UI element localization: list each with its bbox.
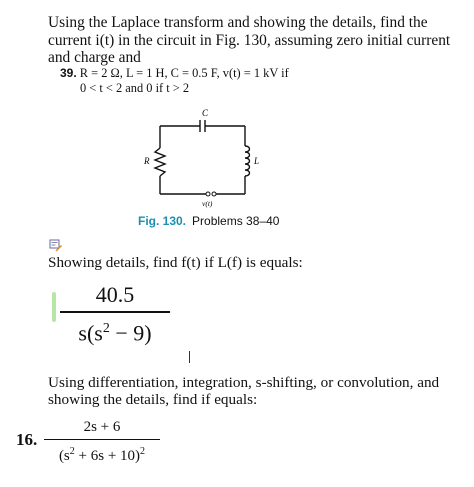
label-c: C <box>202 108 209 118</box>
fraction-1-denominator <box>60 316 170 346</box>
den2-exp2: 2 <box>140 446 146 457</box>
fraction-2-denominator <box>44 443 160 465</box>
intro-text: Using the Laplace transform and showing the details, find the current i(t) in the circuit in Fig. 130, assuming zero initial current and charge and <box>48 14 451 66</box>
den2-mid: + 6s + 10) <box>74 448 141 464</box>
fraction-1-numerator: 40.5 <box>95 282 135 307</box>
label-r: R <box>144 156 150 166</box>
den2-pre: (s <box>58 448 70 464</box>
fraction-2-bar <box>44 439 160 440</box>
figure-text: Problems 38–40 <box>192 214 280 228</box>
den2-exp: 2 <box>69 446 75 457</box>
problem-39-line1: R = 2 Ω, L = 1 H, C = 0.5 F, v(t) = 1 kV if <box>79 66 289 80</box>
fraction-2 <box>44 418 160 465</box>
label-l: L <box>254 156 260 166</box>
den1-pre: s(s <box>78 319 103 345</box>
edit-icon[interactable] <box>49 239 63 252</box>
text-cursor <box>189 351 190 363</box>
label-v: v(t) <box>202 199 213 208</box>
question-2: Using differentiation, integration, s-shifting, or convolution, and showing the details, find if equals: <box>48 374 440 408</box>
den1-exp: 2 <box>102 320 110 336</box>
question-1: Showing details, find f(t) if L(f) is equals: <box>48 254 303 271</box>
problem-39 <box>60 66 289 96</box>
circuit-diagram <box>130 104 280 208</box>
problem-39-number: 39. <box>60 66 77 80</box>
problem-39-line2: 0 < t < 2 and 0 if t > 2 <box>80 81 190 95</box>
fraction-1 <box>60 282 170 346</box>
den1-post: − 9) <box>109 319 152 345</box>
figure-caption <box>138 214 279 228</box>
figure-number: Fig. 130. <box>138 214 187 228</box>
fraction-1-bar <box>60 311 170 313</box>
selection-marker <box>52 292 56 322</box>
fraction-2-numerator: 2s + 6 <box>83 419 121 435</box>
problem-16-number: 16. <box>16 430 38 449</box>
